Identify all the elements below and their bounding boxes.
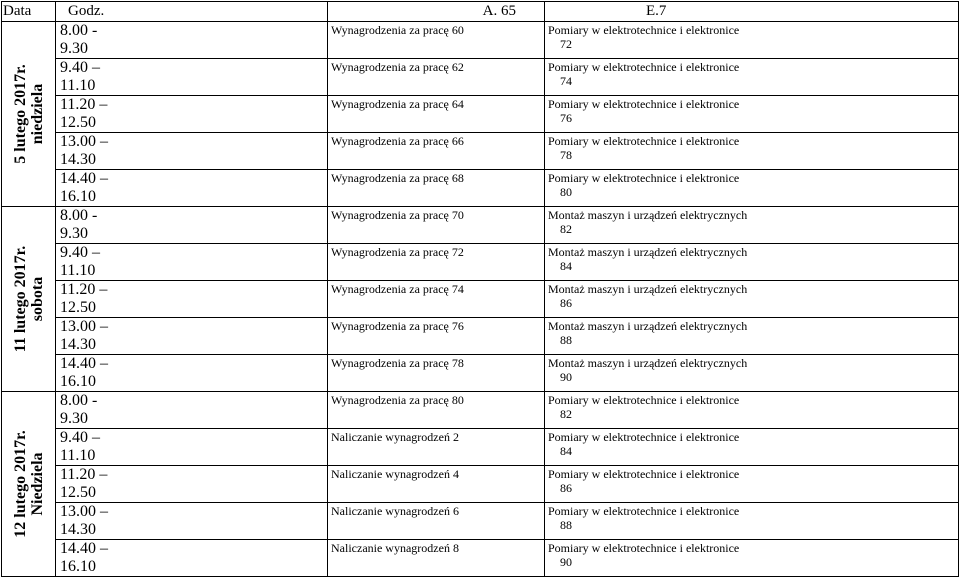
room-a-subject: Wynagrodzenia za pracę xyxy=(331,208,449,222)
time-end: 16.10 xyxy=(60,558,96,575)
room-e-subject: Pomiary w elektrotechnice i elektronice xyxy=(548,171,740,185)
time-end: 16.10 xyxy=(60,188,96,205)
time-start: 13.00 – xyxy=(60,318,108,335)
schedule-row xyxy=(2,96,959,133)
room-e-number: 80 xyxy=(560,185,572,199)
schedule-row xyxy=(2,59,959,96)
room-a-number: 72 xyxy=(451,245,464,259)
day-date-cell xyxy=(2,392,56,577)
room-a-line xyxy=(331,393,544,407)
time-cell xyxy=(56,318,328,355)
time-end: 14.30 xyxy=(60,336,96,353)
room-e-subject: Montaż maszyn i urządzeń elektrycznych xyxy=(548,208,748,222)
room-a-number: 6 xyxy=(452,504,459,518)
room-a-subject: Wynagrodzenia za pracę xyxy=(331,319,449,333)
day-date-cell xyxy=(2,22,56,207)
room-e-cell xyxy=(545,503,959,540)
time-end: 11.10 xyxy=(60,77,96,94)
room-a-number: 76 xyxy=(451,319,464,333)
time-cell xyxy=(56,133,328,170)
room-a-line xyxy=(331,319,544,333)
time-end: 14.30 xyxy=(60,151,96,168)
room-a-cell xyxy=(328,133,545,170)
time-start: 8.00 - xyxy=(60,392,98,409)
room-e-subject: Montaż maszyn i urządzeń elektrycznych xyxy=(548,319,748,333)
room-e-number: 72 xyxy=(560,37,572,51)
time-cell xyxy=(56,244,328,281)
room-a-subject: Wynagrodzenia za pracę xyxy=(331,97,449,111)
room-e-number: 74 xyxy=(560,74,572,88)
schedule-row xyxy=(2,133,959,170)
room-a-number: 8 xyxy=(452,541,459,555)
schedule-row xyxy=(2,429,959,466)
header-time: Godz. xyxy=(56,2,328,22)
schedule-row xyxy=(2,22,959,59)
room-a-subject: Wynagrodzenia za pracę xyxy=(331,282,449,296)
room-a-subject: Wynagrodzenia za pracę xyxy=(331,60,449,74)
time-start: 13.00 – xyxy=(60,503,108,520)
room-e-number: 90 xyxy=(560,555,572,569)
time-cell xyxy=(56,22,328,59)
room-a-line xyxy=(331,97,544,111)
room-a-line xyxy=(331,208,544,222)
time-start: 14.40 – xyxy=(60,540,108,557)
day-date-text: 5 lutego 2017r. xyxy=(11,64,29,164)
time-end: 11.10 xyxy=(60,447,96,464)
room-e-number: 90 xyxy=(560,370,572,384)
room-e-number: 76 xyxy=(560,111,572,125)
room-e-subject: Pomiary w elektrotechnice i elektronice xyxy=(548,467,740,481)
room-e-number: 86 xyxy=(560,296,572,310)
time-start: 14.40 – xyxy=(60,170,108,187)
day-weekday-text: sobota xyxy=(28,276,46,322)
room-a-subject: Wynagrodzenia za pracę xyxy=(331,134,449,148)
day-label xyxy=(12,64,46,163)
room-e-subject: Pomiary w elektrotechnice i elektronice xyxy=(548,23,740,37)
time-start: 11.20 – xyxy=(60,281,108,298)
room-a-line xyxy=(331,171,544,185)
room-e-subject: Pomiary w elektrotechnice i elektronice xyxy=(548,393,740,407)
room-a-cell xyxy=(328,392,545,429)
room-e-cell xyxy=(545,429,959,466)
room-a-line xyxy=(331,467,544,481)
room-e-cell xyxy=(545,170,959,207)
day-weekday-text: niedziela xyxy=(28,83,46,145)
time-cell xyxy=(56,540,328,577)
room-a-subject: Wynagrodzenia za pracę xyxy=(331,171,449,185)
room-e-subject: Pomiary w elektrotechnice i elektronice xyxy=(548,430,740,444)
room-a-cell xyxy=(328,540,545,577)
time-end: 9.30 xyxy=(60,410,88,427)
room-a-number: 2 xyxy=(452,430,459,444)
room-a-number: 70 xyxy=(451,208,464,222)
room-e-cell xyxy=(545,318,959,355)
schedule-row xyxy=(2,207,959,244)
room-e-number: 82 xyxy=(560,222,572,236)
room-a-line xyxy=(331,134,544,148)
time-end: 9.30 xyxy=(60,40,88,57)
room-a-cell xyxy=(328,59,545,96)
room-a-subject: Naliczanie wynagrodzeń xyxy=(331,504,450,518)
day-label xyxy=(12,246,46,353)
room-a-cell xyxy=(328,207,545,244)
room-a-subject: Naliczanie wynagrodzeń xyxy=(331,467,450,481)
room-e-cell xyxy=(545,355,959,392)
room-e-number: 84 xyxy=(560,444,572,458)
time-start: 11.20 – xyxy=(60,466,108,483)
schedule-row xyxy=(2,281,959,318)
schedule-row xyxy=(2,540,959,577)
time-cell xyxy=(56,355,328,392)
room-a-number: 4 xyxy=(452,467,459,481)
schedule-row xyxy=(2,503,959,540)
room-e-number: 86 xyxy=(560,481,572,495)
day-weekday-text: Niedziela xyxy=(28,452,46,516)
room-e-cell xyxy=(545,22,959,59)
room-a-line xyxy=(331,245,544,259)
time-end: 16.10 xyxy=(60,373,96,390)
room-a-cell xyxy=(328,244,545,281)
time-end: 12.50 xyxy=(60,484,96,501)
room-e-subject: Pomiary w elektrotechnice i elektronice xyxy=(548,504,740,518)
room-e-number: 82 xyxy=(560,407,572,421)
schedule-row xyxy=(2,466,959,503)
room-a-cell xyxy=(328,466,545,503)
room-a-line xyxy=(331,356,544,370)
room-a-cell xyxy=(328,281,545,318)
time-cell xyxy=(56,281,328,318)
room-a-number: 66 xyxy=(451,134,464,148)
room-a-subject: Wynagrodzenia za pracę xyxy=(331,393,449,407)
room-e-cell xyxy=(545,244,959,281)
room-a-line xyxy=(331,282,544,296)
room-e-subject: Montaż maszyn i urządzeń elektrycznych xyxy=(548,282,748,296)
schedule-row xyxy=(2,318,959,355)
room-a-subject: Wynagrodzenia za pracę xyxy=(331,23,449,37)
room-a-number: 78 xyxy=(451,356,464,370)
room-e-cell xyxy=(545,96,959,133)
room-e-subject: Pomiary w elektrotechnice i elektronice xyxy=(548,97,740,111)
schedule-row xyxy=(2,392,959,429)
room-e-subject: Pomiary w elektrotechnice i elektronice xyxy=(548,60,740,74)
room-a-number: 64 xyxy=(451,97,464,111)
room-a-subject: Wynagrodzenia za pracę xyxy=(331,356,449,370)
room-a-number: 60 xyxy=(451,23,464,37)
header-date: Data xyxy=(2,2,56,22)
room-a-cell xyxy=(328,429,545,466)
header-room-a: A. 65 xyxy=(328,2,545,22)
time-cell xyxy=(56,503,328,540)
room-a-subject: Wynagrodzenia za pracę xyxy=(331,245,449,259)
time-end: 12.50 xyxy=(60,299,96,316)
schedule-row xyxy=(2,244,959,281)
room-e-subject: Pomiary w elektrotechnice i elektronice xyxy=(548,541,740,555)
time-start: 8.00 - xyxy=(60,22,98,39)
room-a-number: 74 xyxy=(451,282,464,296)
time-cell xyxy=(56,96,328,133)
room-e-cell xyxy=(545,281,959,318)
time-start: 13.00 – xyxy=(60,133,108,150)
room-e-cell xyxy=(545,59,959,96)
time-start: 9.40 – xyxy=(60,244,100,261)
time-end: 11.10 xyxy=(60,262,96,279)
time-end: 14.30 xyxy=(60,521,96,538)
room-a-subject: Naliczanie wynagrodzeń xyxy=(331,541,450,555)
room-e-number: 84 xyxy=(560,259,572,273)
room-a-cell xyxy=(328,318,545,355)
day-date-text: 12 lutego 2017r. xyxy=(11,430,29,538)
room-e-subject: Pomiary w elektrotechnice i elektronice xyxy=(548,134,740,148)
time-end: 9.30 xyxy=(60,225,88,242)
room-a-subject: Naliczanie wynagrodzeń xyxy=(331,430,450,444)
time-end: 12.50 xyxy=(60,114,96,131)
room-e-number: 88 xyxy=(560,333,572,347)
room-e-cell xyxy=(545,392,959,429)
room-a-cell xyxy=(328,22,545,59)
time-start: 9.40 – xyxy=(60,429,100,446)
day-label xyxy=(12,430,46,537)
time-cell xyxy=(56,429,328,466)
schedule-row xyxy=(2,355,959,392)
time-cell xyxy=(56,207,328,244)
room-a-line xyxy=(331,23,544,37)
time-cell xyxy=(56,466,328,503)
room-a-cell xyxy=(328,96,545,133)
header-room-e: E.7 xyxy=(545,2,959,22)
room-e-cell xyxy=(545,133,959,170)
header-row xyxy=(2,2,959,22)
room-e-number: 88 xyxy=(560,518,572,532)
room-e-cell xyxy=(545,466,959,503)
time-start: 8.00 - xyxy=(60,207,98,224)
time-cell xyxy=(56,170,328,207)
room-e-number: 78 xyxy=(560,148,572,162)
room-a-line xyxy=(331,430,544,444)
schedule-row xyxy=(2,170,959,207)
time-start: 11.20 – xyxy=(60,96,108,113)
room-e-subject: Montaż maszyn i urządzeń elektrycznych xyxy=(548,245,748,259)
room-a-cell xyxy=(328,170,545,207)
time-cell xyxy=(56,392,328,429)
time-start: 9.40 – xyxy=(60,59,100,76)
room-e-cell xyxy=(545,207,959,244)
time-start: 14.40 – xyxy=(60,355,108,372)
schedule-table xyxy=(1,1,959,577)
room-a-number: 80 xyxy=(451,393,464,407)
room-e-subject: Montaż maszyn i urządzeń elektrycznych xyxy=(548,356,748,370)
room-a-number: 68 xyxy=(451,171,464,185)
room-a-number: 62 xyxy=(451,60,464,74)
time-cell xyxy=(56,59,328,96)
day-date-text: 11 lutego 2017r. xyxy=(11,245,29,353)
room-a-cell xyxy=(328,355,545,392)
room-a-cell xyxy=(328,503,545,540)
room-a-line xyxy=(331,541,544,555)
room-a-line xyxy=(331,504,544,518)
day-date-cell xyxy=(2,207,56,392)
room-e-cell xyxy=(545,540,959,577)
room-a-line xyxy=(331,60,544,74)
